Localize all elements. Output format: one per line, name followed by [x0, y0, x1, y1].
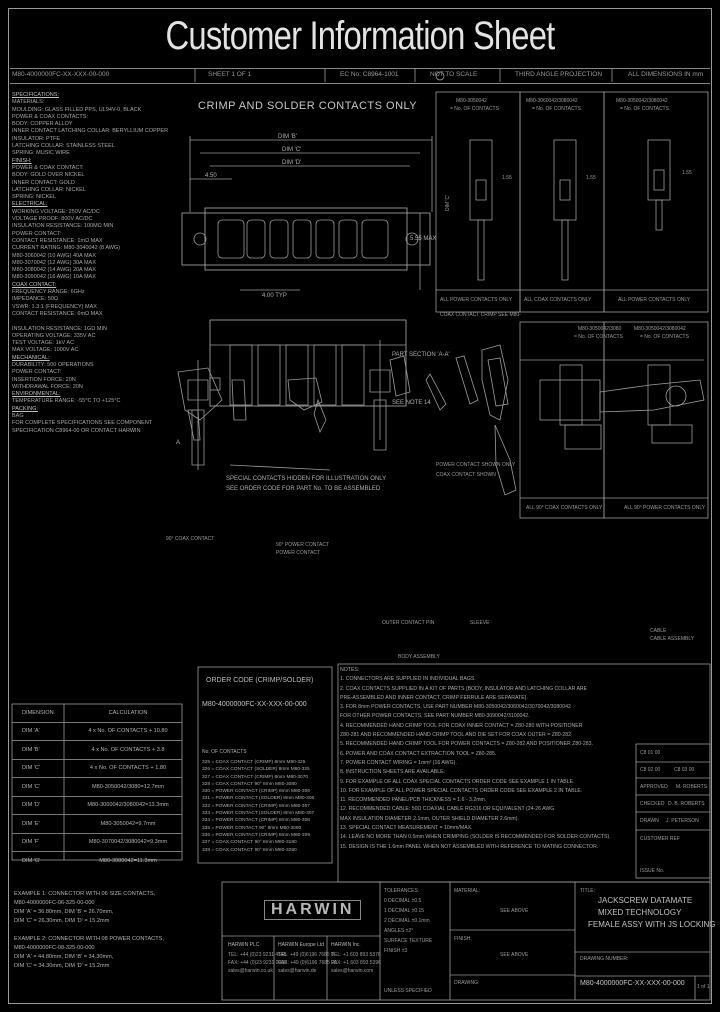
part-section-label: PART SECTION 'A-A'	[392, 352, 450, 358]
cable1-label: CABLE	[650, 628, 667, 634]
material-value: SEE ABOVE	[500, 908, 529, 914]
finish-header: FINISH:	[454, 936, 472, 942]
panel3-sub: = No. OF CONTACTS	[620, 106, 669, 112]
order-item: 330 = POWER CONTACT (CRIMP) 8mm M80-306	[202, 789, 310, 795]
panel4-foot: ALL 90° COAX CONTACTS ONLY	[526, 505, 603, 511]
office-3-fax: FAX: +1 603 893 5396	[331, 960, 381, 966]
spec-line: MAX VOLTAGE: 1000V AC	[12, 347, 79, 354]
dims-note: UNLESS SPECIFIED	[384, 988, 432, 994]
office-1: HARWIN PLC	[228, 942, 260, 948]
note-line: 13. SPECIAL CONTACT MEASUREMENT = 10mm/MAX.	[340, 825, 473, 832]
rev-2: C8 02 00	[640, 767, 661, 773]
spec-line: LATCHING COLLAR: NICKEL	[12, 186, 86, 193]
note-line: MAX INSULATION DIAMETER 2.1mm, OUTER SHIELD DIAMETER 2.6mm).	[340, 815, 519, 822]
office-1-fax: FAX: +44 (0)23 9231 0000	[228, 960, 287, 966]
order-item: 335 = POWER CONTACT 90° 8mm M80-3090	[202, 825, 302, 831]
order-sub-header: No. OF CONTACTS	[202, 749, 247, 755]
spec-line: WITHDRAWAL FORCE: 20N	[12, 383, 83, 390]
calc-row	[12, 722, 182, 741]
calc-formula: M80-3050042=9.7mm	[100, 820, 156, 827]
spec-line: POWER & COAX CONTACT:	[12, 164, 84, 171]
spec-line: VOLTAGE PROOF: 800V AC/DC	[12, 216, 93, 223]
spec-line: WORKING VOLTAGE: 250V AC/DC	[12, 208, 100, 215]
note-line: 4. RECOMMENDED HAND CRIMP TOOL FOR COAX INNER CONTACT = Z80-280 WITH POSITIONER	[340, 722, 583, 729]
office-2-tel: TEL: +49 (0)6196 7685 0	[278, 952, 334, 958]
note-line: 5. RECOMMENDED HAND CRIMP TOOL FOR POWER CONTACTS = Z80-282 AND POSITIONER Z80-283.	[340, 741, 593, 748]
calc-row	[12, 759, 182, 778]
order-item: 327 = COAX CONTACT (CRIMP) 8mm M80-3070	[202, 774, 309, 780]
spec-line: BODY: COPPER ALLOY	[12, 121, 73, 128]
note-line: 9. FOR EXAMPLE OF ALL COAX SPECIAL CONTACTS ORDER CODE SEE EXAMPLE 1 IN TABLE.	[340, 778, 575, 785]
spec-line: M80-3060042 (10 AWG) 40A MAX	[12, 252, 96, 259]
spec-line: MOULDING: GLASS FILLED PPS, UL94V-0, BLACK	[12, 106, 142, 113]
drawing-header: DRAWING:	[454, 980, 480, 986]
header-ec: EC No: C8964-1001	[340, 71, 399, 78]
calc-formula: M80-3070042/3080042=9.3mm	[88, 839, 168, 846]
title-line-2: MIXED TECHNOLOGY	[598, 908, 682, 917]
calc-row	[12, 777, 182, 796]
note-line: NOTES:	[340, 667, 360, 673]
office-1-mail: sales@harwin.co.uk	[228, 968, 273, 974]
spec-line: FREQUENCY RANGE: 6GHz	[12, 289, 85, 296]
sleeve-label: SLEEVE	[470, 620, 490, 626]
special-note-2: SEE ORDER CODE FOR PART No. TO BE ASSEMBLED	[226, 486, 381, 492]
ninety-deg-label: 90° COAX CONTACT	[166, 536, 215, 542]
calc-dim: DIM 'E'	[22, 820, 40, 827]
spec-line: INNER CONTACT: GOLD	[12, 179, 75, 186]
panel2-d2: 1.55	[586, 175, 596, 181]
order-item: 325 = COAX CONTACT (CRIMP) 8mm M80-325	[202, 760, 306, 765]
header-drawn: NOT TO SCALE	[430, 71, 478, 78]
tol-5: SURFACE TEXTURE	[384, 938, 433, 944]
spec-line: SPECIFICATIONS:	[12, 92, 59, 98]
calc-dim: DIM 'A'	[22, 728, 40, 735]
calc-formula: 4 x No. OF CONTACTS + 3.8	[91, 746, 165, 753]
dim-555-label: 5.55 MAX	[410, 236, 437, 242]
note-line: Z80-281 AND RECOMMENDED HAND CRIMP TOOL AND DIE SET FOR COAX OUTER = Z80-282	[340, 732, 572, 739]
panel4-sub: = No. OF CONTACTS	[574, 334, 623, 340]
note-line: 11. RECOMMENDED PANEL/PCB THICKNESS = 1.6 - 3.2mm.	[340, 797, 487, 804]
calc-header-calc: CALCULATION	[108, 709, 148, 716]
approved-name: M. ROBERTS	[676, 784, 708, 790]
coax-crimp-label: COAX CONTACT CRIMP SEE M80-	[440, 312, 521, 318]
note-line: 7. POWER CONTACT WIRING = 1mm² (16 AWG).	[340, 759, 457, 766]
spec-line: TEMPERATURE RANGE: -55°C TO +125°C	[12, 398, 121, 405]
calc-row	[12, 851, 182, 870]
order-item: 328 = COAX CONTACT 90° 8mm M80-3080	[202, 781, 297, 787]
spec-line: DURABILITY: 500 OPERATIONS	[12, 361, 94, 368]
calc-formula: M80-3080042=11.3mm	[99, 857, 157, 864]
calc-formula: M80-3060042/3080042=13.3mm	[87, 802, 169, 809]
example-line: DIM 'A' = 36.80mm, DIM 'B' = 26.70mm,	[14, 909, 114, 915]
tol-4: ANGLES ±2°	[384, 928, 414, 934]
note-line: 3. FOR 8mm POWER CONTACTS, USE PART NUMBER M80-3050042/3060042/3070042/3080042	[340, 704, 571, 711]
example-line: EXAMPLE 1: CONNECTOR WITH 06 SIZE CONTACTS,	[14, 891, 156, 897]
rear-contact-label: 90° POWER CONTACT	[276, 542, 330, 548]
spec-line: M80-3070042 (12 AWG) 30A MAX	[12, 259, 96, 266]
calc-dim: DIM 'G'	[22, 857, 41, 864]
harwin-logo: HARWIN	[264, 900, 361, 920]
order-item: 333 = POWER CONTACT (SOLDER) 8mm M80-307	[202, 811, 315, 817]
note-line: 15. DESIGN IS THE 1.6mm PANEL WHEN NOT ASSEMBLED WITH REFERENCE TO MATING CONNECTOR.	[340, 843, 599, 850]
notes-block	[340, 666, 690, 852]
order-header: ORDER CODE (CRIMP/SOLDER)	[206, 677, 314, 684]
office-3-mail: sales@harwin.com	[331, 968, 374, 974]
see-note-label: SEE NOTE 14	[392, 400, 431, 406]
spec-line: INNER CONTACT LATCHING COLLAR: BERYLLIUM COPPER	[12, 128, 169, 135]
calc-row	[12, 796, 182, 815]
spec-line: INSULATION RESISTANCE: 1GΩ MIN	[12, 325, 107, 332]
order-item: 332 = POWER CONTACT (CRIMP) 8mm M80-307	[202, 803, 310, 809]
panel4-title: M80-3050042/3080	[578, 326, 622, 332]
example-line	[14, 926, 182, 935]
panel5-sub: = No. OF CONTACTS	[640, 334, 689, 340]
office-2: HARWIN Europe Ltd	[278, 942, 325, 948]
spec-line: MATERIALS:	[12, 99, 45, 106]
spec-line: ELECTRICAL:	[12, 201, 48, 208]
crimp-title: CRIMP AND SOLDER CONTACTS ONLY	[198, 100, 418, 112]
tol-header: TOLERANCES:	[384, 888, 420, 894]
spec-line: COAX CONTACT:	[12, 281, 57, 288]
special-note-1: SPECIAL CONTACTS HIDDEN FOR ILLUSTRATION ONLY	[226, 476, 387, 482]
note-line: 8. INSTRUCTION SHEETS ARE AVAILABLE.	[340, 769, 446, 776]
spec-line: INSULATOR: PTFE	[12, 135, 61, 142]
panel3-foot: ALL POWER CONTACTS ONLY	[618, 297, 691, 303]
panel1-dimc: DIM 'C'	[445, 194, 452, 212]
spec-line: M80-3090042 (16 AWG) 10A MAX	[12, 274, 96, 281]
spec-line: CONTACT RESISTANCE: 6mΩ MAX	[12, 310, 103, 317]
title-header: TITLE:	[580, 888, 596, 894]
note-line: 2. COAX CONTACTS SUPPLIED IN A KIT OF PARTS (BODY, INSULATOR AND LATCHING COLLAR ARE	[340, 685, 588, 692]
dim-400-label: 4.00 TYP	[262, 293, 287, 299]
assy-label: BODY ASSEMBLY	[398, 654, 440, 660]
title-line-3: FEMALE ASSY WITH JS LOCKING	[588, 920, 716, 929]
office-3-tel: TEL: +1 603 893 5376	[331, 952, 381, 958]
spec-line: ENVIRONMENTAL:	[12, 391, 61, 398]
spec-line: CONTACT RESISTANCE: 1mΩ MAX	[12, 237, 103, 244]
spec-line: BODY: GOLD OVER NICKEL	[12, 172, 85, 179]
spec-line: VSWR: 1.3:1 (FREQUENCY) MAX	[12, 303, 97, 310]
spec-line: TEST VOLTAGE: 1kV AC	[12, 340, 75, 347]
spec-line: FINISH:	[12, 157, 32, 164]
spec-line: INSULATION RESISTANCE: 100MΩ MIN	[12, 223, 114, 230]
pin-label: PIN	[426, 620, 435, 626]
note-line: 10. FOR EXAMPLE OF ALL POWER SPECIAL CONTACTS ORDER CODE SEE EXAMPLE 2 IN TABLE.	[340, 787, 583, 794]
issue-no: ISSUE No.	[640, 868, 665, 874]
example-line: DIM 'C' = 34.30mm, DIM 'D' = 15.2mm	[14, 963, 110, 969]
checked-name: D. B. ROBERTS	[668, 801, 705, 807]
tol-6: FINISH ±3	[384, 948, 408, 954]
section-a-label: A	[176, 440, 181, 446]
calc-dim: DIM 'C'	[22, 783, 40, 790]
calc-dim: DIM 'F'	[22, 839, 40, 846]
calc-table	[12, 704, 182, 870]
calc-dim: DIM 'C'	[22, 765, 40, 772]
customer-ref: CUSTOMER REF	[640, 836, 680, 842]
spec-line: FOR COMPLETE SPECIFICATIONS SEE COMPONENT	[12, 420, 153, 427]
drawn-label: DRAWN	[640, 818, 659, 824]
note-line: 1. CONNECTORS ARE SUPPLIED IN INDIVIDUAL BAGS.	[340, 676, 476, 683]
rev-1: C8 01 00	[640, 750, 661, 756]
note-line: 12. RECOMMENDED CABLE: 50Ω COAXIAL CABLE RG316 OR EQUIVALENT (24-26 AWG	[340, 806, 555, 813]
approved-label: APPROVED	[640, 784, 668, 790]
drawn-name: J. PETERSON	[666, 818, 699, 824]
examples	[14, 890, 182, 971]
example-line: EXAMPLE 2: CONNECTOR WITH 08 POWER CONTACTS,	[14, 936, 164, 942]
header-sheet: SHEET 1 OF 1	[208, 71, 252, 78]
calc-formula: 4 x No. OF CONTACTS + 1.80	[89, 765, 167, 772]
page-title: Customer Information Sheet	[165, 14, 555, 58]
spec-line: POWER CONTACT:	[12, 230, 62, 237]
coax-shown-label: COAX CONTACT SHOWN	[436, 472, 496, 478]
office-2-mail: sales@harwin.de	[278, 968, 317, 974]
spec-line: IMPEDANCE: 50Ω	[12, 296, 58, 303]
spec-line: M80-3080042 (14 AWG) 20A MAX	[12, 267, 96, 274]
header-units: THIRD ANGLE PROJECTION	[515, 71, 603, 78]
dim-d-label: DIM 'D'	[282, 160, 302, 166]
calc-dim: DIM 'D'	[22, 802, 40, 809]
order-item: 336 = POWER CONTACT (CRIMP) 8mm M80-309	[202, 832, 310, 838]
spec-line: POWER & COAX CONTACTS:	[12, 113, 88, 120]
drawing-number: M80-4000000FC-XX-XXX-00-000	[580, 980, 685, 987]
spec-line: LATCHING COLLAR: STAINLESS STEEL	[12, 143, 115, 150]
dim-c-label: DIM 'C'	[282, 147, 302, 153]
drawing-number-header: DRAWING NUMBER:	[580, 956, 629, 962]
example-line: DIM 'A' = 44.80mm, DIM 'B' = 34.30mm,	[14, 954, 114, 960]
panel1-title: M80-3050042	[456, 98, 487, 104]
order-code-box	[198, 667, 332, 863]
spec-line: SPRING: NICKEL	[12, 194, 57, 201]
rev-3: C8 03 00	[674, 767, 695, 773]
order-item: 338 = COAX CONTACT 90° 8mm M80-3280	[202, 847, 297, 853]
example-line: M80-4000000FC-06-325-00-000	[14, 900, 95, 906]
note-line: 14. LEAVE NO MORE THAN 0.5mm WHEN CRIMPING (SOLDER IS RECOMMENDED FOR SOLDER CONTACTS).	[340, 834, 611, 841]
power-collar-label: POWER CONTACT SHOWN ONLY	[436, 462, 516, 468]
calc-formula: M80-3050042/3080=12.7mm	[92, 783, 164, 790]
title-line-1: JACKSCREW DATAMATE	[598, 896, 693, 905]
order-item: 334 = POWER CONTACT (CRIMP) 8mm M80-308	[202, 818, 310, 824]
calc-header-dim: DIMENSION	[22, 709, 54, 716]
header-dims: ALL DIMENSIONS IN mm	[628, 71, 704, 78]
office-2-fax: FAX: +49 (0)6196 7685 20	[278, 960, 337, 966]
spec-line: OPERATING VOLTAGE: 335V AC	[12, 332, 96, 339]
example-line: M80-4000000FC-08-325-00-000	[14, 945, 95, 951]
panel5-title: M80-3050042/3080042	[634, 326, 686, 332]
panel3-title: M80-3050042/3080042	[616, 98, 668, 104]
calc-row	[12, 833, 182, 852]
panel1-foot: ALL POWER CONTACTS ONLY	[440, 297, 513, 303]
power-contact-label: POWER CONTACT	[276, 550, 321, 556]
header-part: M80-4000000FC-XX-XXX-00-000	[12, 71, 110, 78]
material-header: MATERIAL:	[454, 888, 481, 894]
panel1-sub: = No. OF CONTACTS	[450, 106, 499, 112]
panel2-foot: ALL COAX CONTACTS ONLY	[524, 297, 592, 303]
spec-line: PACKING:	[12, 405, 38, 412]
panel2-title: M80-3060042/3080042	[526, 98, 578, 104]
spec-line: INSERTION FORCE: 20N	[12, 376, 76, 383]
finish-value: SEE ABOVE	[500, 952, 529, 958]
dim-b-label: DIM 'B'	[278, 134, 297, 140]
spec-line: POWER CONTACT:	[12, 369, 62, 376]
calc-formula: 4 x No. OF CONTACTS + 10.80	[88, 728, 168, 735]
tol-3: 2 DECIMAL ±0.1mm	[384, 918, 430, 924]
order-item: 326 = COAX CONTACT (SOLDER) 8mm M80-325	[202, 767, 310, 773]
panel3-d3: 1.55	[682, 170, 692, 176]
panel1-d1: 1.55	[502, 175, 512, 181]
order-item: 337 = COAX CONTACT 90° 8mm M80-3180	[202, 840, 297, 846]
calc-row	[12, 740, 182, 759]
order-code: M80-4000000FC-XX-XXX-00-000	[202, 701, 307, 708]
sheet-number: 1 of 1	[697, 984, 710, 990]
checked-label: CHECKED	[640, 801, 665, 807]
example-line: DIM 'C' = 26.30mm, DIM 'D' = 15.2mm	[14, 918, 110, 924]
spec-line: CURRENT RATING: M80-3040042 (8 AWG)	[12, 245, 121, 252]
cable2-label: CABLE ASSEMBLY	[650, 636, 695, 642]
panel5-foot: ALL 90° POWER CONTACTS ONLY	[624, 505, 706, 511]
spec-line: BAG	[12, 413, 24, 420]
spec-line: SPRING: MUSIC WIRE	[12, 150, 70, 157]
note-line: 6. POWER AND COAX CONTACT EXTRACTION TOOL = Z80-285.	[340, 750, 497, 757]
tol-2: 1 DECIMAL ±0.15	[384, 908, 425, 914]
spec-line: MECHANICAL:	[12, 354, 50, 361]
order-item: 331 = POWER CONTACT (SOLDER) 8mm M80-306	[202, 796, 315, 802]
calc-dim: DIM 'B'	[22, 746, 40, 753]
calc-row	[12, 814, 182, 833]
office-3: HARWIN Inc.	[331, 942, 361, 948]
spec-line: SPECIFICATION C8964-00 OR CONTACT HARWIN	[12, 427, 141, 434]
note-line: PRE-ASSEMBLED AND INNER CONTACT, CRIMP FERRULE ARE SEPARATE).	[340, 694, 528, 701]
note-line: FOR OTHER POWER CONTACTS, SEE PART NUMBER M80-3090042/3100042.	[340, 713, 530, 720]
outer-label: OUTER CONTACT	[382, 620, 425, 626]
tol-1: 0 DECIMAL ±0.5	[384, 898, 422, 904]
dim-450-label: 4.50	[205, 173, 217, 179]
panel2-sub: = No. OF CONTACTS	[532, 106, 581, 112]
office-1-tel: TEL: +44 (0)23 9231 4545	[228, 952, 287, 958]
